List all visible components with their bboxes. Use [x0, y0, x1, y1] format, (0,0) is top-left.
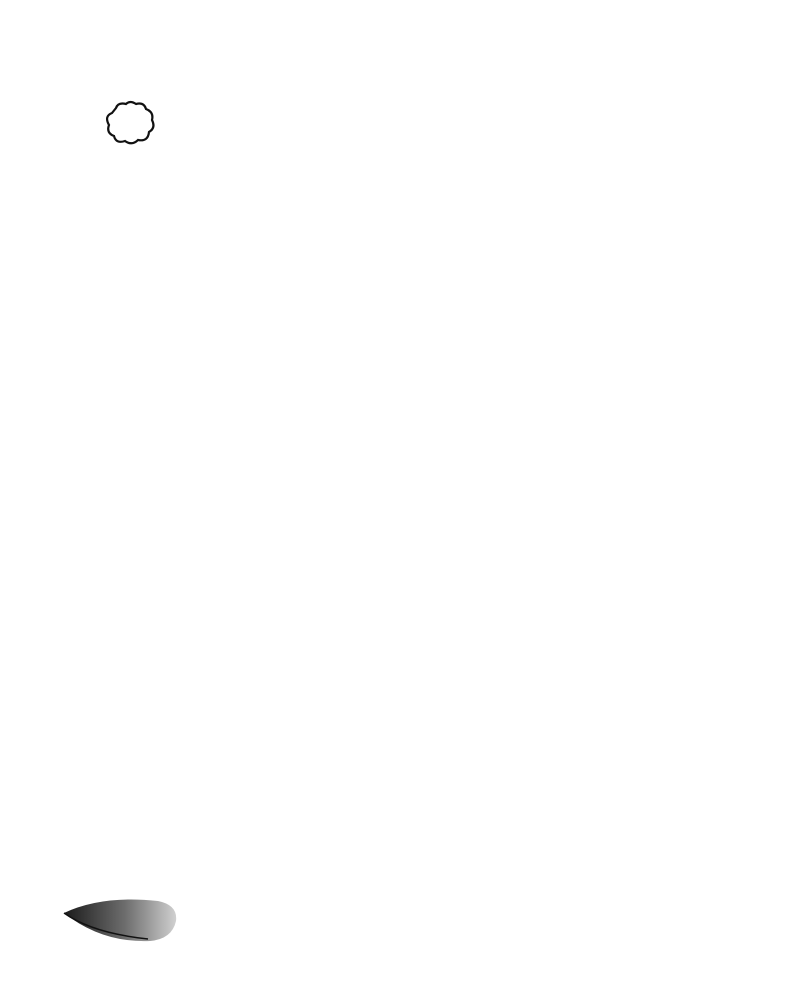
top-leaf-border: [66, 58, 746, 80]
bottom-leaf-border: [175, 906, 750, 928]
task-number-flower-icon: [102, 100, 158, 146]
page-number-swoosh-icon: [62, 893, 180, 947]
